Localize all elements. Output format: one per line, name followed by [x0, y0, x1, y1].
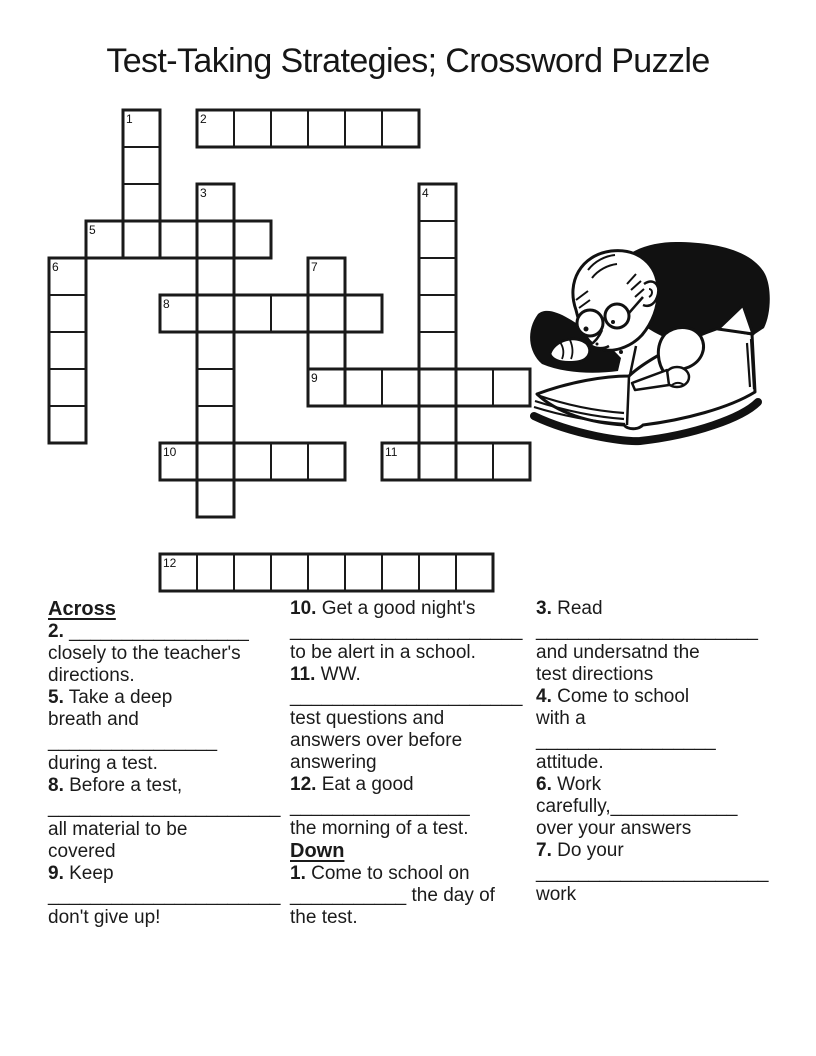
crossword-cell	[345, 295, 382, 332]
clue-line: ___________ the day of	[290, 885, 495, 906]
crossword-cell	[160, 221, 197, 258]
crossword-clue-number: 10	[163, 445, 177, 459]
crossword-cell	[197, 332, 234, 369]
crossword-cell	[234, 110, 271, 147]
nostril	[596, 343, 599, 346]
crossword-cell	[419, 221, 456, 258]
crossword-cell	[308, 443, 345, 480]
clue-number: 1.	[290, 863, 306, 884]
crossword-cell	[382, 554, 419, 591]
crossword-cell	[419, 443, 456, 480]
clue-line: work	[536, 884, 577, 905]
crossword-clue-number: 12	[163, 556, 177, 570]
clue-line: 2. _________________	[48, 621, 249, 642]
clue-line: 8. Before a test,	[48, 775, 183, 796]
crossword-cell	[419, 554, 456, 591]
crossword-cell	[271, 443, 308, 480]
crossword-cell	[197, 295, 234, 332]
crossword-clue-number: 4	[422, 186, 429, 200]
clue-line: _________________	[290, 796, 470, 817]
clue-number: 9.	[48, 863, 64, 884]
mouth	[619, 350, 623, 354]
crossword-cell	[49, 332, 86, 369]
crossword-cell	[419, 332, 456, 369]
crossword-cell	[308, 110, 345, 147]
clue-number: 10.	[290, 598, 317, 619]
clue-line: 6. Work	[536, 774, 602, 795]
clue-number: 3.	[536, 598, 552, 619]
crossword-cell	[308, 295, 345, 332]
crossword-cell	[123, 184, 160, 221]
crossword-clue-number: 9	[311, 371, 318, 385]
crossword-cell	[456, 443, 493, 480]
crossword-cell	[419, 295, 456, 332]
crossword-clue-number: 2	[200, 112, 207, 126]
crossword-cell	[234, 221, 271, 258]
crossword-cell	[49, 295, 86, 332]
clue-line: and undersatnd the	[536, 642, 700, 663]
clue-number: 4.	[536, 686, 552, 707]
clue-line: with a	[536, 708, 586, 729]
crossword-clue-number: 7	[311, 260, 318, 274]
clue-line: the test.	[290, 907, 358, 928]
crossword-cell	[271, 295, 308, 332]
crossword-clue-number: 5	[89, 223, 96, 237]
clue-column-middle	[290, 598, 534, 929]
crossword-cell	[345, 110, 382, 147]
crossword-clue-number: 11	[385, 445, 398, 459]
crossword-cell	[197, 369, 234, 406]
clue-line: to be alert in a school.	[290, 642, 476, 663]
clue-line: ______________________	[536, 862, 769, 883]
crossword-cell	[271, 554, 308, 591]
clue-line: covered	[48, 841, 116, 862]
crossword-clue-number: 3	[200, 186, 207, 200]
clue-line: 1. Come to school on	[290, 863, 470, 884]
clue-line: over your answers	[536, 818, 692, 839]
left-eye	[584, 327, 589, 332]
right-eye	[611, 320, 615, 324]
clue-line: answering	[290, 752, 377, 773]
clue-line: ______________________	[48, 797, 281, 818]
crossword-cell	[382, 369, 419, 406]
crossword-cell	[197, 480, 234, 517]
crossword-cell	[234, 443, 271, 480]
glasses-left-lens	[577, 310, 603, 336]
clue-line: ______________________	[48, 885, 281, 906]
crossword-cell	[308, 554, 345, 591]
clue-line: don't give up!	[48, 907, 161, 928]
clue-line: ________________	[48, 731, 218, 752]
clue-line: during a test.	[48, 753, 158, 774]
crossword-clue-number: 8	[163, 297, 170, 311]
clue-number: 6.	[536, 774, 552, 795]
clue-line: closely to the teacher's	[48, 643, 241, 664]
clue-line: directions.	[48, 665, 135, 686]
crossword-cell	[382, 110, 419, 147]
clue-section-heading-label: Across	[48, 598, 116, 620]
clue-line: test directions	[536, 664, 654, 685]
clue-line: _____________________	[536, 620, 758, 641]
clue-number: 12.	[290, 774, 317, 795]
clue-line: ______________________	[290, 686, 523, 707]
clue-line: 11. WW.	[290, 664, 361, 685]
clue-line: the morning of a test.	[290, 818, 469, 839]
clue-line: attitude.	[536, 752, 604, 773]
glasses-bridge	[602, 318, 606, 320]
clue-number: 8.	[48, 775, 64, 796]
clue-line: 4. Come to school	[536, 686, 690, 707]
crossword-cell	[419, 406, 456, 443]
clue-column-right	[536, 598, 780, 906]
clue-line: test questions and	[290, 708, 445, 729]
crossword-cell	[197, 258, 234, 295]
crossword-cell	[197, 554, 234, 591]
page-title: Test-Taking Strategies; Crossword Puzzle	[106, 42, 710, 80]
clue-number: 7.	[536, 840, 552, 861]
crossword-cell	[49, 406, 86, 443]
clue-line: answers over before	[290, 730, 463, 751]
clue-section-heading	[48, 598, 292, 621]
clue-line: 12. Eat a good	[290, 774, 414, 795]
crossword-cell	[271, 110, 308, 147]
clue-line: ______________________	[290, 620, 523, 641]
crossword-cell	[234, 554, 271, 591]
crossword-cell	[419, 369, 456, 406]
crossword-cell	[456, 369, 493, 406]
clue-line: 5. Take a deep	[48, 687, 173, 708]
crossword-cell	[197, 221, 234, 258]
clue-line: carefully,____________	[536, 796, 738, 817]
clue-number: 11.	[290, 664, 316, 685]
crossword-clue-number: 6	[52, 260, 59, 274]
clue-section-heading-label: Down	[290, 840, 345, 862]
clue-line: 7. Do your	[536, 840, 624, 861]
crossword-cell	[123, 221, 160, 258]
crossword-cell	[345, 554, 382, 591]
crossword-cell	[456, 554, 493, 591]
clue-line: _________________	[536, 730, 716, 751]
crossword-cell	[197, 443, 234, 480]
crossword-cell	[308, 332, 345, 369]
clue-number: 2.	[48, 621, 64, 642]
crossword-cell	[419, 258, 456, 295]
crossword-cell	[234, 295, 271, 332]
clue-line: all material to be	[48, 819, 188, 840]
clue-section-heading	[290, 840, 534, 863]
crossword-cell	[345, 369, 382, 406]
crossword-cell	[49, 369, 86, 406]
clue-line: 3. Read	[536, 598, 603, 619]
clue-line: breath and	[48, 709, 139, 730]
crossword-clue-number: 1	[126, 112, 133, 126]
crossword-cell	[197, 406, 234, 443]
glasses-right-lens	[605, 304, 629, 328]
clue-number: 5.	[48, 687, 64, 708]
clue-line: 9. Keep	[48, 863, 114, 884]
crossword-cell	[123, 147, 160, 184]
clue-line: 10. Get a good night's	[290, 598, 476, 619]
man-reading-book-illustration	[524, 242, 776, 449]
clue-column-across	[48, 598, 292, 929]
